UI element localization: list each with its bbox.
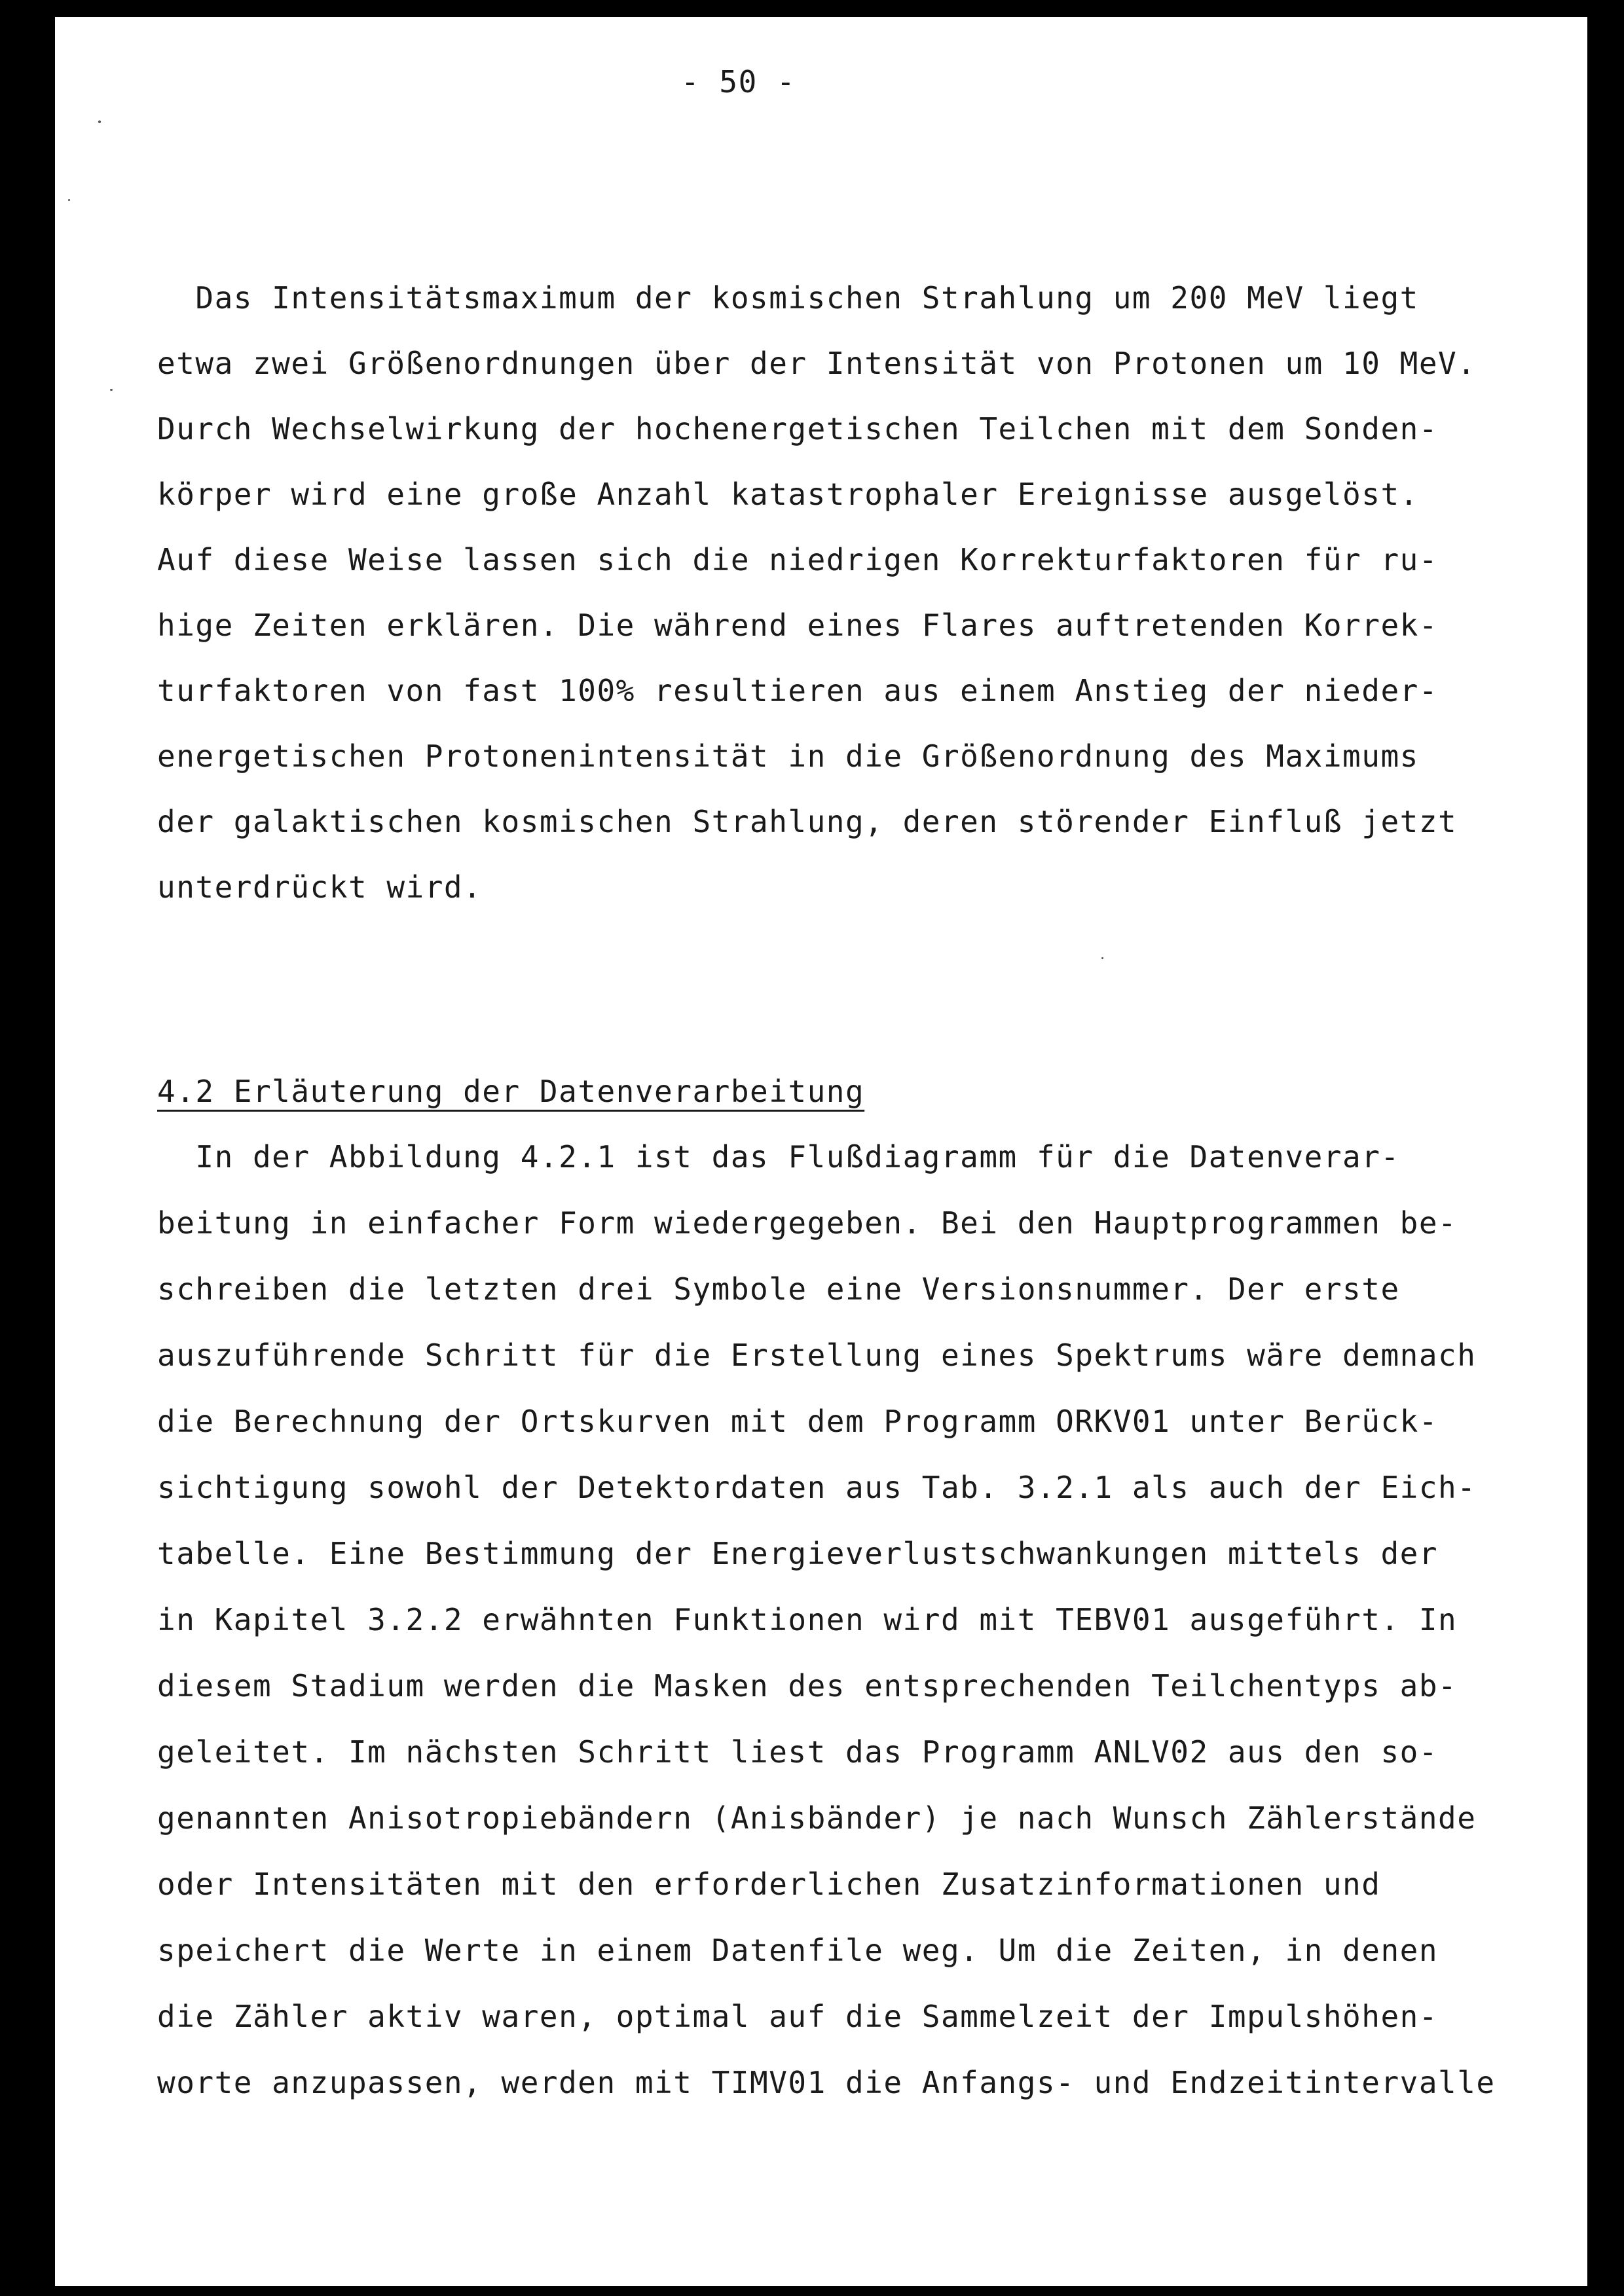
text-line: genannten Anisotropiebändern (Anisbänder) je nach Wunsch Zählerstände xyxy=(157,1800,1477,1836)
text-line: beitung in einfacher Form wiedergegeben. Bei den Hauptprogrammen be- xyxy=(157,1205,1458,1241)
text-line: unterdrückt wird. xyxy=(157,869,483,905)
text-line: Das Intensitätsmaximum der kosmischen Strahlung um 200 MeV liegt xyxy=(157,280,1419,316)
text-line: schreiben die letzten drei Symbole eine Versionsnummer. Der erste xyxy=(157,1271,1400,1307)
scan-speck xyxy=(68,199,70,201)
text-line: In der Abbildung 4.2.1 ist das Flußdiagramm für die Datenverar- xyxy=(157,1139,1400,1175)
text-line: speichert die Werte in einem Datenfile weg. Um die Zeiten, in denen xyxy=(157,1933,1439,1968)
text-line: tabelle. Eine Bestimmung der Energieverlustschwankungen mittels der xyxy=(157,1536,1439,1571)
text-line: diesem Stadium werden die Masken des entsprechenden Teilchentyps ab- xyxy=(157,1668,1458,1704)
text-line: geleitet. Im nächsten Schritt liest das Programm ANLV02 aus den so- xyxy=(157,1734,1439,1770)
text-line: hige Zeiten erklären. Die während eines Flares auftretenden Korrek- xyxy=(157,608,1439,643)
text-line: sichtigung sowohl der Detektordaten aus Tab. 3.2.1 als auch der Eich- xyxy=(157,1470,1477,1505)
text-line: die Zähler aktiv waren, optimal auf die Sammelzeit der Impulshöhen- xyxy=(157,1999,1439,2034)
text-line: Auf diese Weise lassen sich die niedrigen Korrekturfaktoren für ru- xyxy=(157,542,1439,577)
scan-speck xyxy=(98,120,101,123)
text-line: körper wird eine große Anzahl katastrophaler Ereignisse ausgelöst. xyxy=(157,477,1419,512)
page-number: - 50 - xyxy=(681,64,796,100)
text-line: energetischen Protonenintensität in die Größenordnung des Maximums xyxy=(157,738,1419,774)
text-line: turfaktoren von fast 100% resultieren aus einem Anstieg der nieder- xyxy=(157,673,1439,708)
text-line: etwa zwei Größenordnungen über der Intensität von Protonen um 10 MeV. xyxy=(157,346,1477,381)
text-line: auszuführende Schritt für die Erstellung eines Spektrums wäre demnach xyxy=(157,1338,1477,1373)
text-line: oder Intensitäten mit den erforderlichen Zusatzinformationen und xyxy=(157,1867,1381,1902)
section-heading: 4.2 Erläuterung der Datenverarbeitung xyxy=(157,1074,865,1109)
text-line: der galaktischen kosmischen Strahlung, deren störender Einfluß jetzt xyxy=(157,804,1458,839)
text-line: Durch Wechselwirkung der hochenergetischen Teilchen mit dem Sonden- xyxy=(157,411,1439,446)
scan-speck xyxy=(110,389,113,391)
text-line: worte anzupassen, werden mit TIMV01 die Anfangs- und Endzeitintervalle xyxy=(157,2065,1496,2100)
text-line: in Kapitel 3.2.2 erwähnten Funktionen wird mit TEBV01 ausgeführt. In xyxy=(157,1602,1458,1637)
scan-speck xyxy=(1101,957,1103,959)
text-line: die Berechnung der Ortskurven mit dem Programm ORKV01 unter Berück- xyxy=(157,1404,1439,1439)
